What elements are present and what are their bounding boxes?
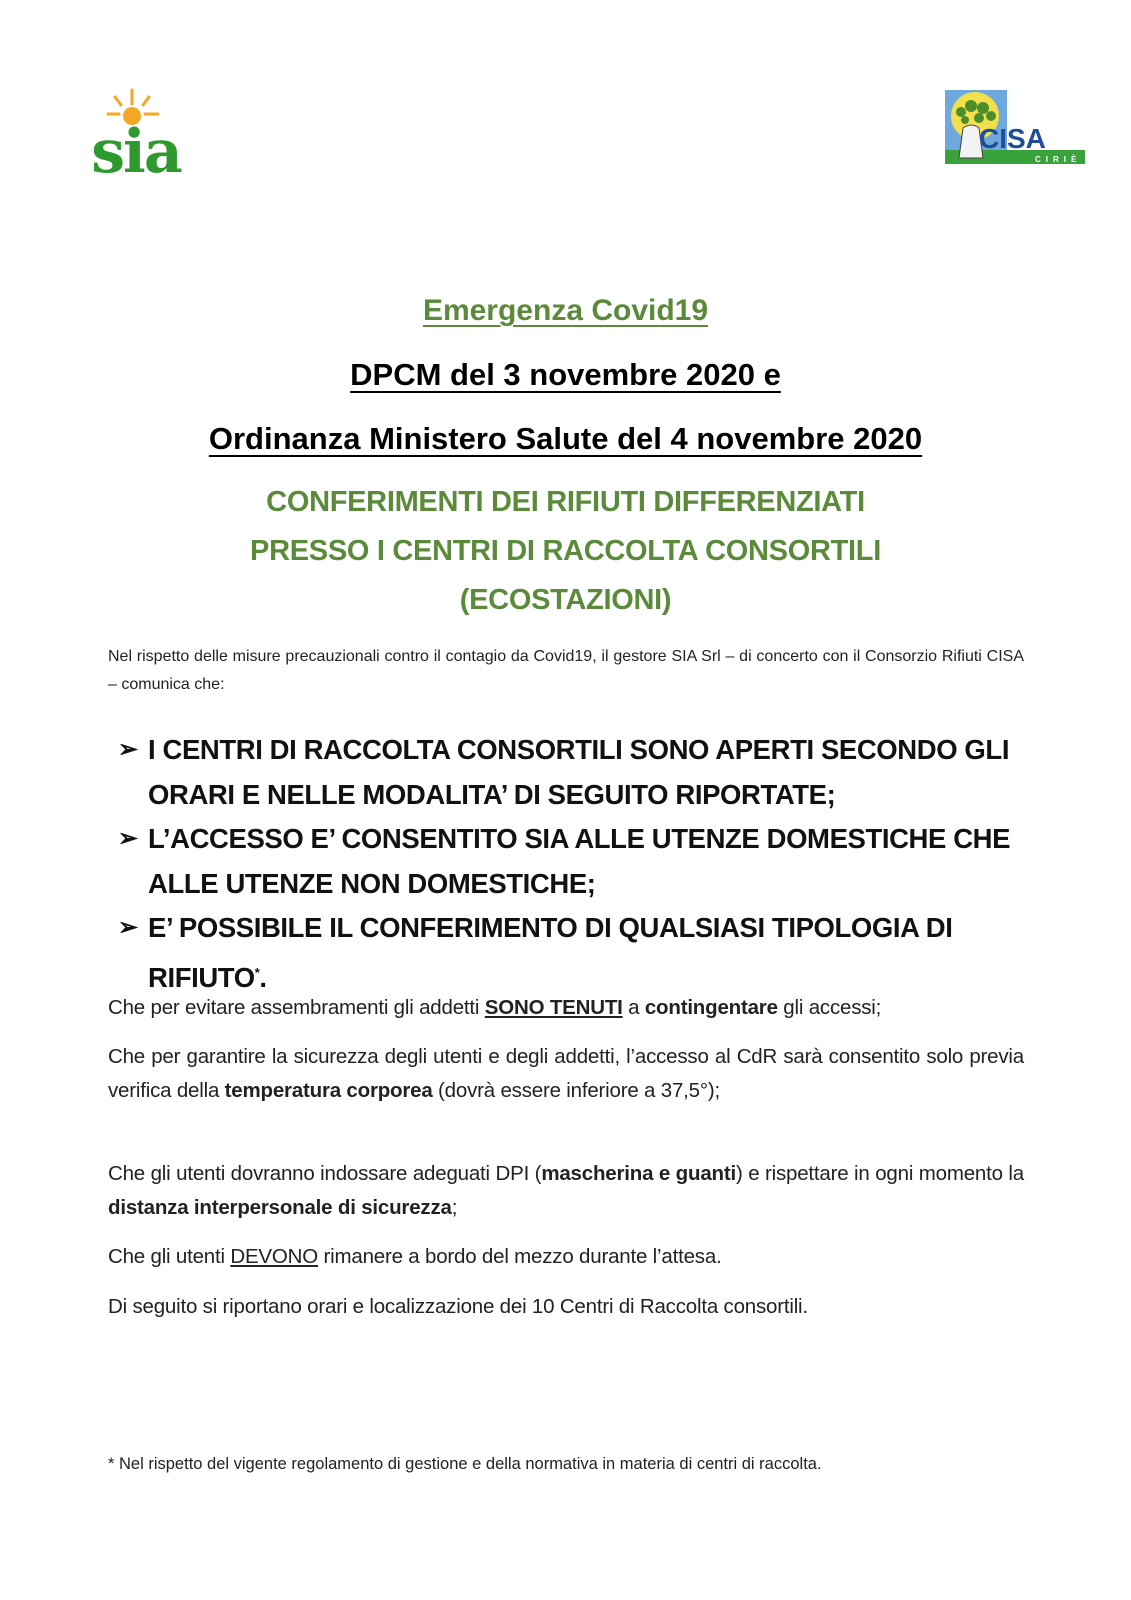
arrow-bullet-icon: ➢ <box>118 736 138 763</box>
emphasis-contingentare: contingentare <box>644 996 778 1019</box>
text-run: Che gli utenti dovranno indossare adeguati DPI ( <box>108 1162 542 1185</box>
text-run: ) e rispettare in ogni momento la <box>735 1162 1024 1185</box>
footnote: * Nel rispetto del vigente regolamento di gestione e della normativa in materia di centri di raccolta. <box>108 1455 822 1473</box>
subtitle-line-1: CONFERIMENTI DEI RIFIUTI DIFFERENZIATI <box>266 486 865 518</box>
heading-ordinanza: Ordinanza Ministero Salute del 4 novembre 2020 <box>208 421 923 456</box>
bullet-item <box>118 906 1028 1000</box>
footnote-marker: * <box>254 964 260 980</box>
sia-sun-logo-icon <box>72 82 202 178</box>
emphasis-mascherina: mascherina e guanti <box>541 1162 736 1185</box>
bullet-end: . <box>259 961 267 993</box>
text-run: Che per garantire la sicurezza degli utenti e degli addetti, l’accesso al CdR sarà consentito solo previa verifica della <box>108 1045 1024 1102</box>
emphasis-sono-tenuti: SONO TENUTI <box>484 996 623 1019</box>
paragraph-centri: Di seguito si riportano orari e localizzazione dei 10 Centri di Raccolta consortili. <box>108 1295 808 1318</box>
heading-dpcm-wrap <box>0 357 1131 393</box>
cisa-tree-logo-icon <box>945 88 1085 170</box>
bullet-text: I CENTRI DI RACCOLTA CONSORTILI SONO APERTI SECONDO GLI ORARI E NELLE MODALITA’ DI SEGUITO RIPORTATE; <box>148 734 1010 810</box>
text-run: rimanere a bordo del mezzo durante l’attesa. <box>318 1245 722 1268</box>
bullet-text: E’ POSSIBILE IL CONFERIMENTO DI QUALSIASI TIPOLOGIA DI RIFIUTO <box>148 912 953 993</box>
text-run: Che per evitare assembramenti gli addetti <box>108 996 485 1019</box>
paragraph-dpi <box>108 1157 1024 1225</box>
bullet-item <box>118 817 1028 906</box>
heading-emergency: Emergenza Covid19 <box>422 294 709 327</box>
heading-emergency-wrap <box>0 294 1131 328</box>
heading-ordinanza-wrap <box>0 421 1131 457</box>
svg-text:CIRIÈ: CIRIÈ <box>1035 155 1082 164</box>
text-run: a <box>622 996 645 1019</box>
bullet-item <box>118 728 1028 817</box>
text-run: (dovrà essere inferiore a 37,5°); <box>432 1079 720 1102</box>
arrow-bullet-icon: ➢ <box>118 825 138 852</box>
sia-logo <box>72 82 202 178</box>
text-run: gli accessi; <box>777 996 882 1019</box>
emphasis-distanza: distanza interpersonale di sicurezza <box>108 1196 452 1219</box>
arrow-bullet-icon: ➢ <box>118 914 138 941</box>
heading-dpcm: DPCM del 3 novembre 2020 e <box>350 357 781 392</box>
bullet-list <box>118 728 1028 1000</box>
subtitle-line-2: PRESSO I CENTRI DI RACCOLTA CONSORTILI <box>250 535 881 567</box>
svg-text:CISA: CISA <box>979 123 1046 154</box>
text-run: Che gli utenti <box>108 1245 231 1268</box>
subtitle-line-3: (ECOSTAZIONI) <box>459 584 672 616</box>
emphasis-devono: DEVONO <box>230 1245 319 1268</box>
svg-text:sia: sia <box>91 117 181 178</box>
emphasis-temperatura: temperatura corporea <box>224 1079 433 1102</box>
text-run: ; <box>451 1196 458 1219</box>
bullet-text: L’ACCESSO E’ CONSENTITO SIA ALLE UTENZE DOMESTICHE CHE ALLE UTENZE NON DOMESTICHE; <box>148 823 1011 899</box>
paragraph-temperatura <box>108 1040 1024 1108</box>
intro-paragraph: Nel rispetto delle misure precauzionali contro il contagio da Covid19, il gestore SIA Srl – di concerto con il Consorzio Rifiuti CISA – comunica che: <box>108 648 1024 693</box>
paragraph-contingentare <box>108 991 1024 1025</box>
paragraph-devono <box>108 1240 1024 1274</box>
cisa-logo <box>945 88 1085 170</box>
